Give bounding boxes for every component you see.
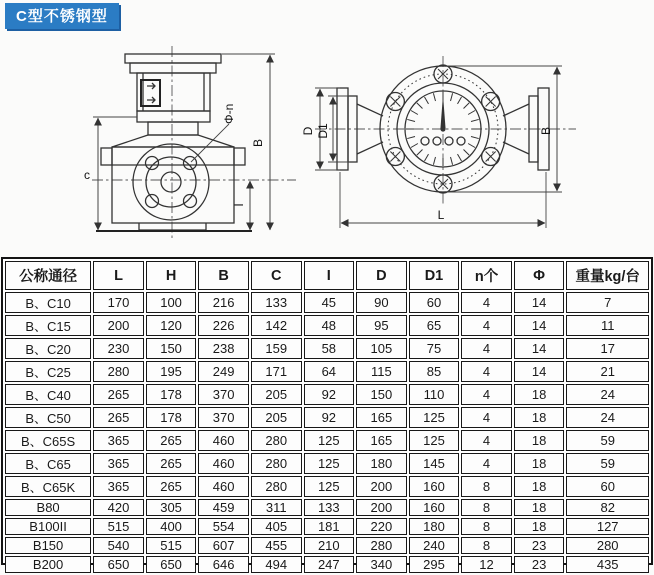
table-cell: 459 <box>198 499 249 516</box>
table-cell: 7 <box>566 292 649 313</box>
meter-body <box>96 135 252 231</box>
table-cell: 95 <box>356 315 407 336</box>
table-cell: 400 <box>146 518 197 535</box>
table-row <box>5 476 649 497</box>
table-cell: 165 <box>356 407 407 428</box>
table-row <box>5 537 649 554</box>
table-cell: 18 <box>514 407 565 428</box>
table-cell: 133 <box>251 292 302 313</box>
section-title-badge: C型不锈钢型 <box>5 3 119 29</box>
table-cell: 90 <box>356 292 407 313</box>
bolt-hole <box>184 195 197 208</box>
column-header: C <box>251 261 302 290</box>
table-cell: 4 <box>461 361 512 382</box>
table-cell: B150 <box>5 537 91 554</box>
table-cell: B、C40 <box>5 384 91 405</box>
table-cell: B、C50 <box>5 407 91 428</box>
dim-b-front-label: B <box>539 126 553 136</box>
table-cell: 494 <box>251 556 302 573</box>
table-cell: 280 <box>251 453 302 474</box>
table-row <box>5 361 649 382</box>
table-cell: B、C25 <box>5 361 91 382</box>
table-cell: 265 <box>146 476 197 497</box>
table-cell: 265 <box>93 407 144 428</box>
table-cell: 4 <box>461 338 512 359</box>
table-cell: 280 <box>566 537 649 554</box>
table-cell: 8 <box>461 518 512 535</box>
column-header: D1 <box>409 261 460 290</box>
table-cell: 14 <box>514 338 565 359</box>
table-cell: 105 <box>356 338 407 359</box>
table-cell: 305 <box>146 499 197 516</box>
table-cell: 370 <box>198 384 249 405</box>
window-arrow-bottom <box>147 97 155 103</box>
table-cell: 365 <box>93 453 144 474</box>
table-body <box>5 292 649 573</box>
table-cell: 92 <box>304 407 355 428</box>
table-cell: 18 <box>514 453 565 474</box>
table-cell: 195 <box>146 361 197 382</box>
table-cell: 12 <box>461 556 512 573</box>
table-cell: B200 <box>5 556 91 573</box>
table-cell: 460 <box>198 453 249 474</box>
side-view-drawing <box>84 46 296 240</box>
flange-hub <box>161 172 181 192</box>
table-cell: 150 <box>356 384 407 405</box>
table-row <box>5 453 649 474</box>
column-header: 公称通径 <box>5 261 91 290</box>
table-cell: 340 <box>356 556 407 573</box>
table-cell: 607 <box>198 537 249 554</box>
table-cell: 515 <box>93 518 144 535</box>
table-cell: B100II <box>5 518 91 535</box>
table-cell: 60 <box>409 292 460 313</box>
table-cell: 125 <box>304 453 355 474</box>
table-cell: 554 <box>198 518 249 535</box>
table-cell: 11 <box>566 315 649 336</box>
table-row <box>5 384 649 405</box>
table-cell: 178 <box>146 407 197 428</box>
spec-table-wrapper <box>1 257 653 572</box>
base-pedestal <box>139 223 206 230</box>
table-cell: 4 <box>461 430 512 451</box>
counter-display-window <box>141 80 160 106</box>
column-header: L <box>93 261 144 290</box>
table-cell: 200 <box>356 499 407 516</box>
dim-b-side-label: B <box>251 138 265 148</box>
table-cell: 650 <box>93 556 144 573</box>
table-cell: 14 <box>514 315 565 336</box>
table-row <box>5 315 649 336</box>
table-cell: 18 <box>514 518 565 535</box>
table-cell: 18 <box>514 384 565 405</box>
table-cell: 247 <box>304 556 355 573</box>
table-row <box>5 556 649 573</box>
table-cell: 145 <box>409 453 460 474</box>
column-header: H <box>146 261 197 290</box>
table-cell: 14 <box>514 361 565 382</box>
column-header: I <box>304 261 355 290</box>
table-cell: 515 <box>146 537 197 554</box>
table-cell: B、C10 <box>5 292 91 313</box>
left-flange-ear <box>101 148 112 165</box>
table-cell: 200 <box>93 315 144 336</box>
table-cell: 127 <box>566 518 649 535</box>
table-cell: 24 <box>566 407 649 428</box>
table-cell: 18 <box>514 499 565 516</box>
table-cell: 59 <box>566 453 649 474</box>
table-cell: 159 <box>251 338 302 359</box>
table-cell: 160 <box>409 476 460 497</box>
table-cell: 23 <box>514 556 565 573</box>
table-row <box>5 518 649 535</box>
table-cell: B、C15 <box>5 315 91 336</box>
table-cell: B、C65S <box>5 430 91 451</box>
table-cell: 14 <box>514 292 565 313</box>
table-cell: 230 <box>93 338 144 359</box>
needle-hub <box>440 126 445 131</box>
dial-needle <box>440 95 445 129</box>
column-header: 重量kg/台 <box>566 261 649 290</box>
dim-d-label: D <box>301 126 315 136</box>
table-cell: 280 <box>251 476 302 497</box>
table-cell: 280 <box>251 430 302 451</box>
table-cell: 180 <box>409 518 460 535</box>
table-cell: 125 <box>409 430 460 451</box>
table-cell: B、C65K <box>5 476 91 497</box>
table-cell: 178 <box>146 384 197 405</box>
table-header-row <box>5 261 649 290</box>
table-cell: 295 <box>409 556 460 573</box>
table-cell: 115 <box>356 361 407 382</box>
table-cell: 133 <box>304 499 355 516</box>
table-cell: B80 <box>5 499 91 516</box>
table-cell: 58 <box>304 338 355 359</box>
table-row <box>5 430 649 451</box>
table-cell: 650 <box>146 556 197 573</box>
table-cell: 455 <box>251 537 302 554</box>
table-cell: 226 <box>198 315 249 336</box>
dim-i-label: I <box>232 203 246 207</box>
table-cell: 24 <box>566 384 649 405</box>
table-cell: 100 <box>146 292 197 313</box>
table-cell: 4 <box>461 453 512 474</box>
technical-drawings <box>0 0 654 257</box>
table-cell: 45 <box>304 292 355 313</box>
table-cell: 59 <box>566 430 649 451</box>
spec-table <box>3 259 651 575</box>
table-cell: 64 <box>304 361 355 382</box>
table-cell: 17 <box>566 338 649 359</box>
dim-c-label: c <box>84 168 90 182</box>
table-cell: 21 <box>566 361 649 382</box>
bolt-hole <box>146 195 159 208</box>
table-cell: B、C20 <box>5 338 91 359</box>
table-cell: 75 <box>409 338 460 359</box>
column-header: n个 <box>461 261 512 290</box>
table-cell: 420 <box>93 499 144 516</box>
counter-register <box>125 54 221 135</box>
table-cell: 265 <box>146 453 197 474</box>
table-cell: 265 <box>146 430 197 451</box>
column-header: D <box>356 261 407 290</box>
front-view-drawing <box>301 56 576 228</box>
table-cell: 205 <box>251 384 302 405</box>
table-cell: 280 <box>356 537 407 554</box>
table-cell: 311 <box>251 499 302 516</box>
table-cell: 142 <box>251 315 302 336</box>
table-cell: 365 <box>93 476 144 497</box>
table-cell: 92 <box>304 384 355 405</box>
table-cell: 365 <box>93 430 144 451</box>
bolt-hole <box>146 157 159 170</box>
table-cell: 125 <box>409 407 460 428</box>
table-cell: 205 <box>251 407 302 428</box>
table-cell: 23 <box>514 537 565 554</box>
table-row <box>5 292 649 313</box>
table-cell: 249 <box>198 361 249 382</box>
table-cell: 181 <box>304 518 355 535</box>
table-cell: 210 <box>304 537 355 554</box>
table-cell: 220 <box>356 518 407 535</box>
table-cell: 160 <box>409 499 460 516</box>
table-cell: 170 <box>93 292 144 313</box>
table-cell: 125 <box>304 476 355 497</box>
table-cell: 110 <box>409 384 460 405</box>
table-cell: 370 <box>198 407 249 428</box>
dim-d1-label: D1 <box>316 123 330 139</box>
table-cell: 85 <box>409 361 460 382</box>
table-cell: B、C65 <box>5 453 91 474</box>
table-cell: 8 <box>461 476 512 497</box>
table-cell: 65 <box>409 315 460 336</box>
table-cell: 8 <box>461 499 512 516</box>
table-cell: 540 <box>93 537 144 554</box>
table-cell: 165 <box>356 430 407 451</box>
table-cell: 180 <box>356 453 407 474</box>
table-cell: 4 <box>461 315 512 336</box>
table-cell: 460 <box>198 430 249 451</box>
table-cell: 150 <box>146 338 197 359</box>
table-cell: 4 <box>461 292 512 313</box>
table-cell: 18 <box>514 430 565 451</box>
column-header: Φ <box>514 261 565 290</box>
table-cell: 120 <box>146 315 197 336</box>
table-cell: 280 <box>93 361 144 382</box>
table-cell: 240 <box>409 537 460 554</box>
table-cell: 171 <box>251 361 302 382</box>
table-row <box>5 407 649 428</box>
table-row <box>5 338 649 359</box>
table-cell: 8 <box>461 537 512 554</box>
table-cell: 60 <box>566 476 649 497</box>
dim-l-label: L <box>437 208 445 222</box>
window-arrow-top <box>147 83 155 89</box>
column-header: B <box>198 261 249 290</box>
table-cell: 405 <box>251 518 302 535</box>
right-flange-ear <box>234 148 245 165</box>
table-cell: 265 <box>93 384 144 405</box>
table-cell: 48 <box>304 315 355 336</box>
table-cell: 238 <box>198 338 249 359</box>
table-cell: 646 <box>198 556 249 573</box>
table-row <box>5 499 649 516</box>
table-cell: 4 <box>461 384 512 405</box>
table-cell: 82 <box>566 499 649 516</box>
table-cell: 200 <box>356 476 407 497</box>
table-cell: 435 <box>566 556 649 573</box>
table-cell: 216 <box>198 292 249 313</box>
table-cell: 125 <box>304 430 355 451</box>
dim-phi-n-label: Φ-n <box>222 103 236 124</box>
table-cell: 4 <box>461 407 512 428</box>
table-cell: 18 <box>514 476 565 497</box>
table-cell: 460 <box>198 476 249 497</box>
